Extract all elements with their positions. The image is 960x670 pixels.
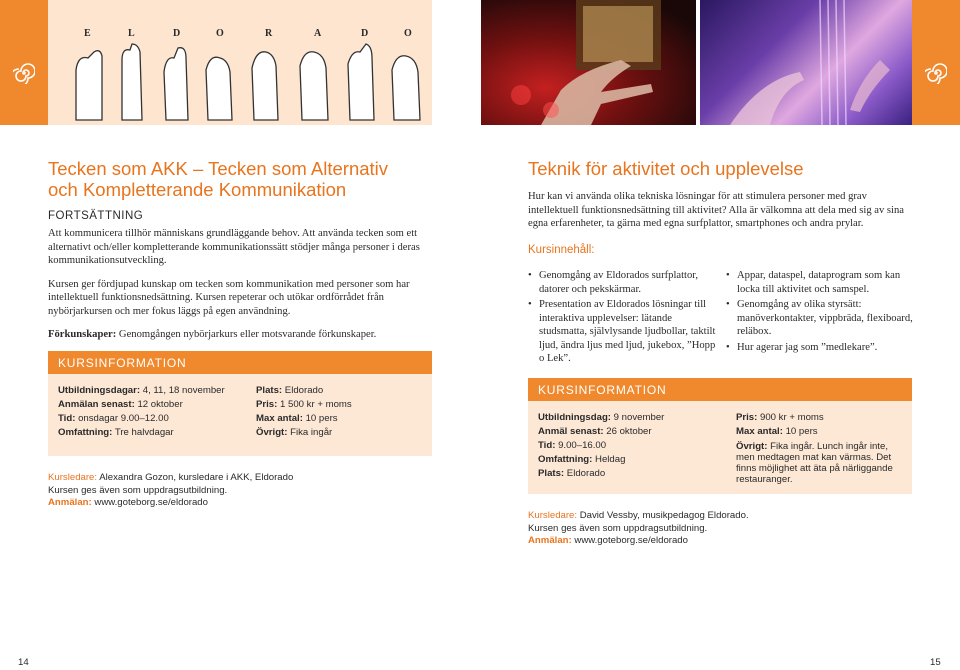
info-label: Anmäl senast: <box>538 426 604 437</box>
letter-r: R <box>265 28 274 39</box>
left-info-row <box>58 398 225 412</box>
info-value: 1 500 kr + moms <box>277 399 352 410</box>
info-label: Plats: <box>538 468 565 479</box>
left-title-line1: Tecken som AKK – Tecken som Alternativ <box>48 158 389 179</box>
right-leader <box>528 510 912 523</box>
photo-hand-on-light-table <box>481 0 696 125</box>
left-info-row <box>256 384 352 398</box>
right-info-col1 <box>538 411 664 481</box>
info-label: Pris: <box>256 399 278 410</box>
letter-l: L <box>128 28 136 39</box>
right-info-bar-label: KURSINFORMATION <box>538 383 667 397</box>
right-info-col2 <box>736 411 904 485</box>
content-list-left <box>528 269 716 368</box>
letter-d: D <box>173 28 182 39</box>
info-label: Utbildningsdagar: <box>58 385 141 396</box>
left-info-row <box>58 426 225 440</box>
info-label: Omfattning: <box>538 454 593 465</box>
left-paragraph-1: Att kommunicera tillhör människans grundläggande behov. Att använda tecken som ett alternativt och/eller kompletterande kommunikationssätt stödjer många personer i deras kommunikationsutveckling. <box>48 228 420 266</box>
letter-e: E <box>84 28 92 39</box>
left-signup <box>48 497 432 510</box>
left-leader <box>48 472 432 485</box>
right-signup <box>528 535 912 548</box>
signup-link[interactable]: www.goteborg.se/eldorado <box>571 535 688 546</box>
page-number-left: 14 <box>18 657 29 668</box>
left-body <box>48 227 432 342</box>
info-value: 4, 11, 18 november <box>140 385 225 396</box>
right-footer-info <box>528 510 912 548</box>
info-label: Tid: <box>58 413 76 424</box>
right-intro: Hur kan vi använda olika tekniska lösningar för att stimulera personer med grav intellektuell funktionsnedsättning till aktivitet? Alla är välkomna att dela med sig av sina egna erfarenheter, ta gärna med egna surfplattor, smartphones och andra prylar. <box>528 191 904 229</box>
content-list-right <box>726 269 914 356</box>
right-info-row <box>736 411 904 425</box>
left-info-col2 <box>256 384 352 440</box>
left-info-row <box>256 426 352 440</box>
list-item: • Appar, dataspel, dataprogram som kan locka till aktivitet och samspel. <box>726 269 914 296</box>
info-label: Utbildningsdag: <box>538 412 612 423</box>
left-info-row <box>58 412 225 426</box>
left-info-col1 <box>58 384 225 440</box>
left-paragraph-2: Kursen ger fördjupad kunskap om tecken som kommunikation med personer som har intellektuell funktionsnedsättning. Kursen repeterar och utökar ordförrådet från nybörjarkursen och mer fokus läggs på egen användning. <box>48 278 410 317</box>
photo-light-room <box>700 0 912 125</box>
info-label: Tid: <box>538 440 556 451</box>
signup-label: Anmälan: <box>528 535 572 546</box>
info-value: 10 pers <box>302 413 338 424</box>
left-info-row <box>256 412 352 426</box>
leader-label: Kursledare: <box>528 510 578 521</box>
right-info-box <box>528 401 912 494</box>
leader-label: Kursledare: <box>48 472 98 483</box>
right-info-bar <box>528 378 912 401</box>
left-info-bar <box>48 351 432 374</box>
leader-text: David Vessby, musikpedagog Eldorado. <box>577 510 749 521</box>
right-body <box>528 190 912 231</box>
list-item: • Presentation av Eldorados lösningar till interaktiva upplevelser: lätande studsmatta, självlysande ljudbollar, taktilt ljud, ändra ljus med ljud, jukebox, ”Hopp o Lek”. <box>528 298 716 366</box>
prereq-text: Genomgången nybörjarkurs eller motsvarande förkunskaper. <box>116 329 377 340</box>
leader-text: Alexandra Gozon, kursledare i AKK, Eldorado <box>97 472 294 483</box>
left-info-box <box>48 374 432 456</box>
light-room-shapes <box>700 0 912 125</box>
right-info-row <box>736 441 904 485</box>
info-value: Fika ingår. Lunch ingår inte, men medtagen mat kan värmas. Det finns möjlighet att äta på närliggande restauranger. <box>736 441 893 485</box>
right-title <box>528 158 912 179</box>
left-prerequisites <box>48 328 432 342</box>
spiral-icon <box>925 62 947 84</box>
right-title-text: Teknik för aktivitet och upplevelse <box>528 158 804 179</box>
list-item: • Genomgång av Eldorados surfplattor, datorer och pekskärmar. <box>528 269 716 296</box>
left-title-line2: och Kompletterande Kommunikation <box>48 179 347 200</box>
left-assignment: Kursen ges även som uppdragsutbildning. <box>48 484 228 496</box>
left-orange-tab <box>0 0 48 125</box>
left-info-row <box>58 384 225 398</box>
info-label: Övrigt: <box>736 441 768 452</box>
info-value: 10 pers <box>782 426 818 437</box>
list-item: • Genomgång av olika styrsätt: manöverkontakter, vippbräda, flexiboard, reläbox. <box>726 298 914 339</box>
info-value: 9.00–16.00 <box>555 440 607 451</box>
right-info-row <box>538 439 664 453</box>
info-value: 26 oktober <box>603 426 652 437</box>
info-value: Tre halvdagar <box>112 427 174 438</box>
info-value: onsdagar 9.00–12.00 <box>75 413 169 424</box>
info-value: 900 kr + moms <box>757 412 824 423</box>
right-info-row <box>538 453 664 467</box>
hand-signs-icon <box>48 0 432 125</box>
right-info-row <box>538 411 664 425</box>
right-info-row <box>538 425 664 439</box>
sign-language-illustration <box>48 0 432 125</box>
info-value: 9 november <box>611 412 665 423</box>
signup-link[interactable]: www.goteborg.se/eldorado <box>91 497 208 508</box>
list-item: • Hur agerar jag som ”medlekare”. <box>726 341 914 355</box>
right-assignment: Kursen ges även som uppdragsutbildning. <box>528 522 708 534</box>
prereq-label: Förkunskaper: <box>48 329 117 340</box>
info-value: Eldorado <box>564 468 606 479</box>
info-label: Plats: <box>256 385 283 396</box>
letter-a: A <box>314 28 323 39</box>
letter-o2: O <box>404 28 413 39</box>
left-info-bar-label: KURSINFORMATION <box>58 356 187 370</box>
info-value: Heldag <box>592 454 626 465</box>
info-value: Eldorado <box>282 385 324 396</box>
info-label: Pris: <box>736 412 758 423</box>
info-label: Max antal: <box>256 413 303 424</box>
page-number-right: 15 <box>930 657 941 668</box>
signup-label: Anmälan: <box>48 497 92 508</box>
left-info-row <box>256 398 352 412</box>
info-label: Övrigt: <box>256 427 288 438</box>
left-subtitle: FORTSÄTTNING <box>48 210 144 222</box>
info-label: Max antal: <box>736 426 783 437</box>
letter-d2: D <box>361 28 370 39</box>
right-info-row <box>736 425 904 439</box>
hand-photo-shapes <box>481 0 696 125</box>
info-label: Anmälan senast: <box>58 399 135 410</box>
right-orange-tab <box>912 0 960 125</box>
info-value: Fika ingår <box>287 427 333 438</box>
left-footer-info <box>48 472 432 510</box>
spiral-icon <box>13 62 35 84</box>
content-heading: Kursinnehåll: <box>528 244 595 256</box>
left-title <box>48 158 448 200</box>
letter-o: O <box>216 28 225 39</box>
info-value: 12 oktober <box>134 399 183 410</box>
info-label: Omfattning: <box>58 427 113 438</box>
right-info-row <box>538 467 664 481</box>
